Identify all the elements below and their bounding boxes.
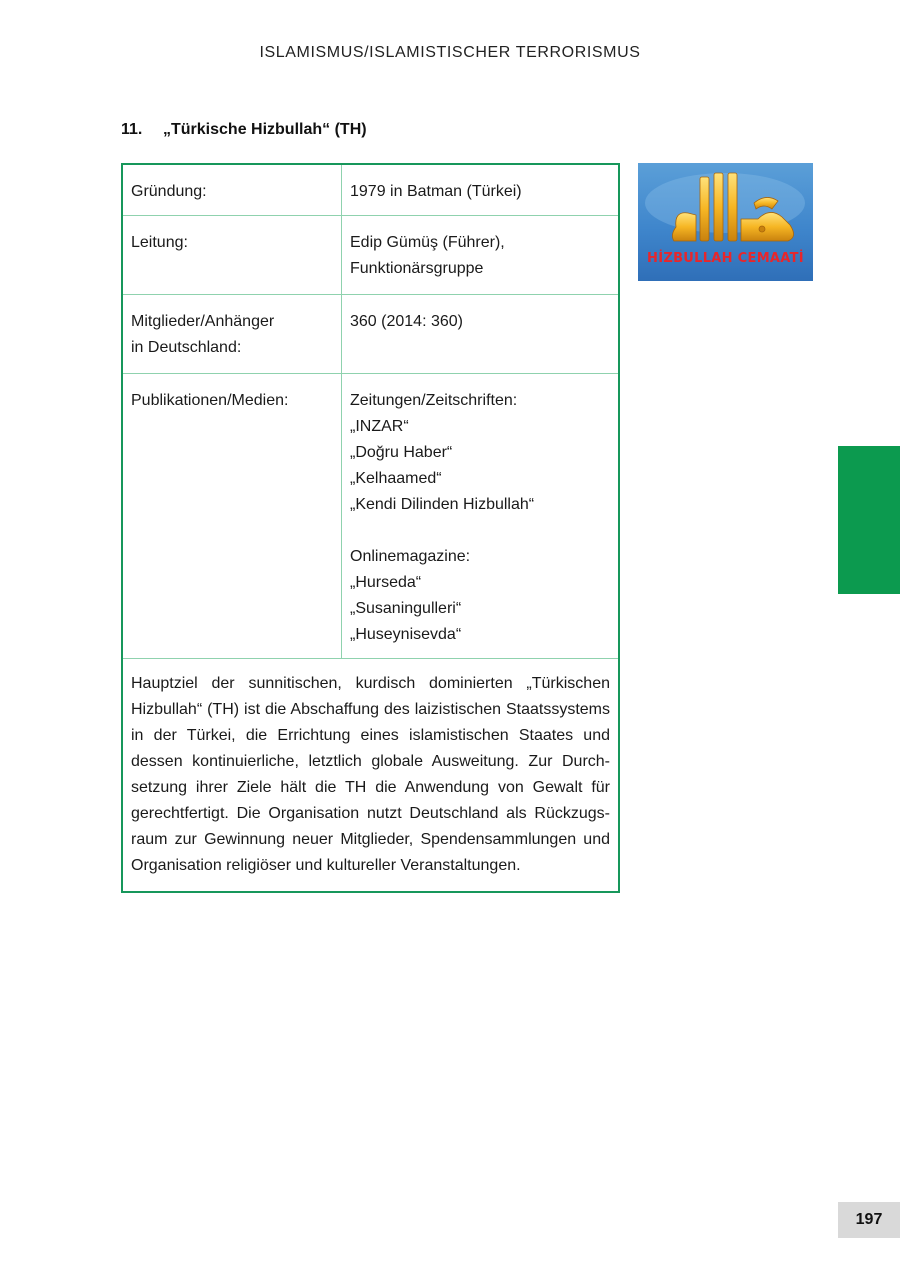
organization-info-table bbox=[123, 165, 618, 891]
organization-info-box bbox=[121, 163, 620, 893]
chapter-side-tab bbox=[838, 446, 900, 594]
mitglieder-label-line: in Deutschland: bbox=[131, 339, 242, 356]
leitung-value-line: Edip Gümüş (Führer), bbox=[350, 234, 505, 251]
leitung-value bbox=[342, 216, 619, 295]
publikationen-value bbox=[342, 374, 619, 659]
summary-text: Hauptziel der sunnitischen, kurdisch dominierten „Türkischen Hizbullah“ (TH) ist die Abschaffung des laizistischen Staatssystems in der Türkei, die Errichtung eines islamistischen Staates und dessen kontinuierliche, letztlich globale Ausweitung. Zur Durchsetzung ihrer Ziele hält die TH die Anwendung von Gewalt für gerechtfertigt. Die Organisation nutzt Deutschland als Rückzugsraum zur Gewinnung neuer Mitglieder, Spendensammlungen und Organisation religiöser und kultureller Veranstaltungen. bbox=[123, 659, 618, 892]
table-row bbox=[123, 216, 618, 295]
table-row bbox=[123, 374, 618, 659]
table-row bbox=[123, 165, 618, 216]
section-heading: „Türkische Hizbullah“ (TH) bbox=[163, 121, 367, 138]
leitung-label: Leitung: bbox=[123, 216, 342, 295]
publikationen-label: Publikationen/Medien: bbox=[123, 374, 342, 659]
zeitungen-heading: Zeitungen/Zeitschriften: bbox=[350, 392, 518, 409]
spacer bbox=[350, 518, 611, 544]
page-number: 197 bbox=[838, 1202, 900, 1238]
section-title bbox=[121, 121, 367, 139]
gruendung-label: Gründung: bbox=[123, 165, 342, 216]
online-item: „Hurseda“ bbox=[350, 574, 422, 591]
hizbullah-logo bbox=[638, 163, 813, 281]
gruendung-value: 1979 in Batman (Türkei) bbox=[342, 165, 619, 216]
leitung-value-line: Funktionärsgruppe bbox=[350, 260, 484, 277]
logo-caption: HİZBULLAH CEMAATİ bbox=[647, 251, 804, 266]
mitglieder-value: 360 (2014: 360) bbox=[342, 295, 619, 374]
publication-item: „Doğru Haber“ bbox=[350, 444, 453, 461]
running-header: ISLAMISMUS/ISLAMISTISCHER TERRORISMUS bbox=[259, 44, 641, 61]
mitglieder-label bbox=[123, 295, 342, 374]
mitglieder-label-line: Mitglieder/Anhänger bbox=[131, 313, 275, 330]
table-row bbox=[123, 295, 618, 374]
publication-item: „Kendi Dilinden Hizbullah“ bbox=[350, 496, 535, 513]
publication-item: „Kelhaamed“ bbox=[350, 470, 442, 487]
online-item: „Huseynisevda“ bbox=[350, 626, 462, 643]
section-number: 11. bbox=[121, 121, 143, 138]
publication-item: „INZAR“ bbox=[350, 418, 409, 435]
online-heading: Onlinemagazine: bbox=[350, 548, 471, 565]
table-row bbox=[123, 659, 618, 892]
online-item: „Susaningulleri“ bbox=[350, 600, 462, 617]
